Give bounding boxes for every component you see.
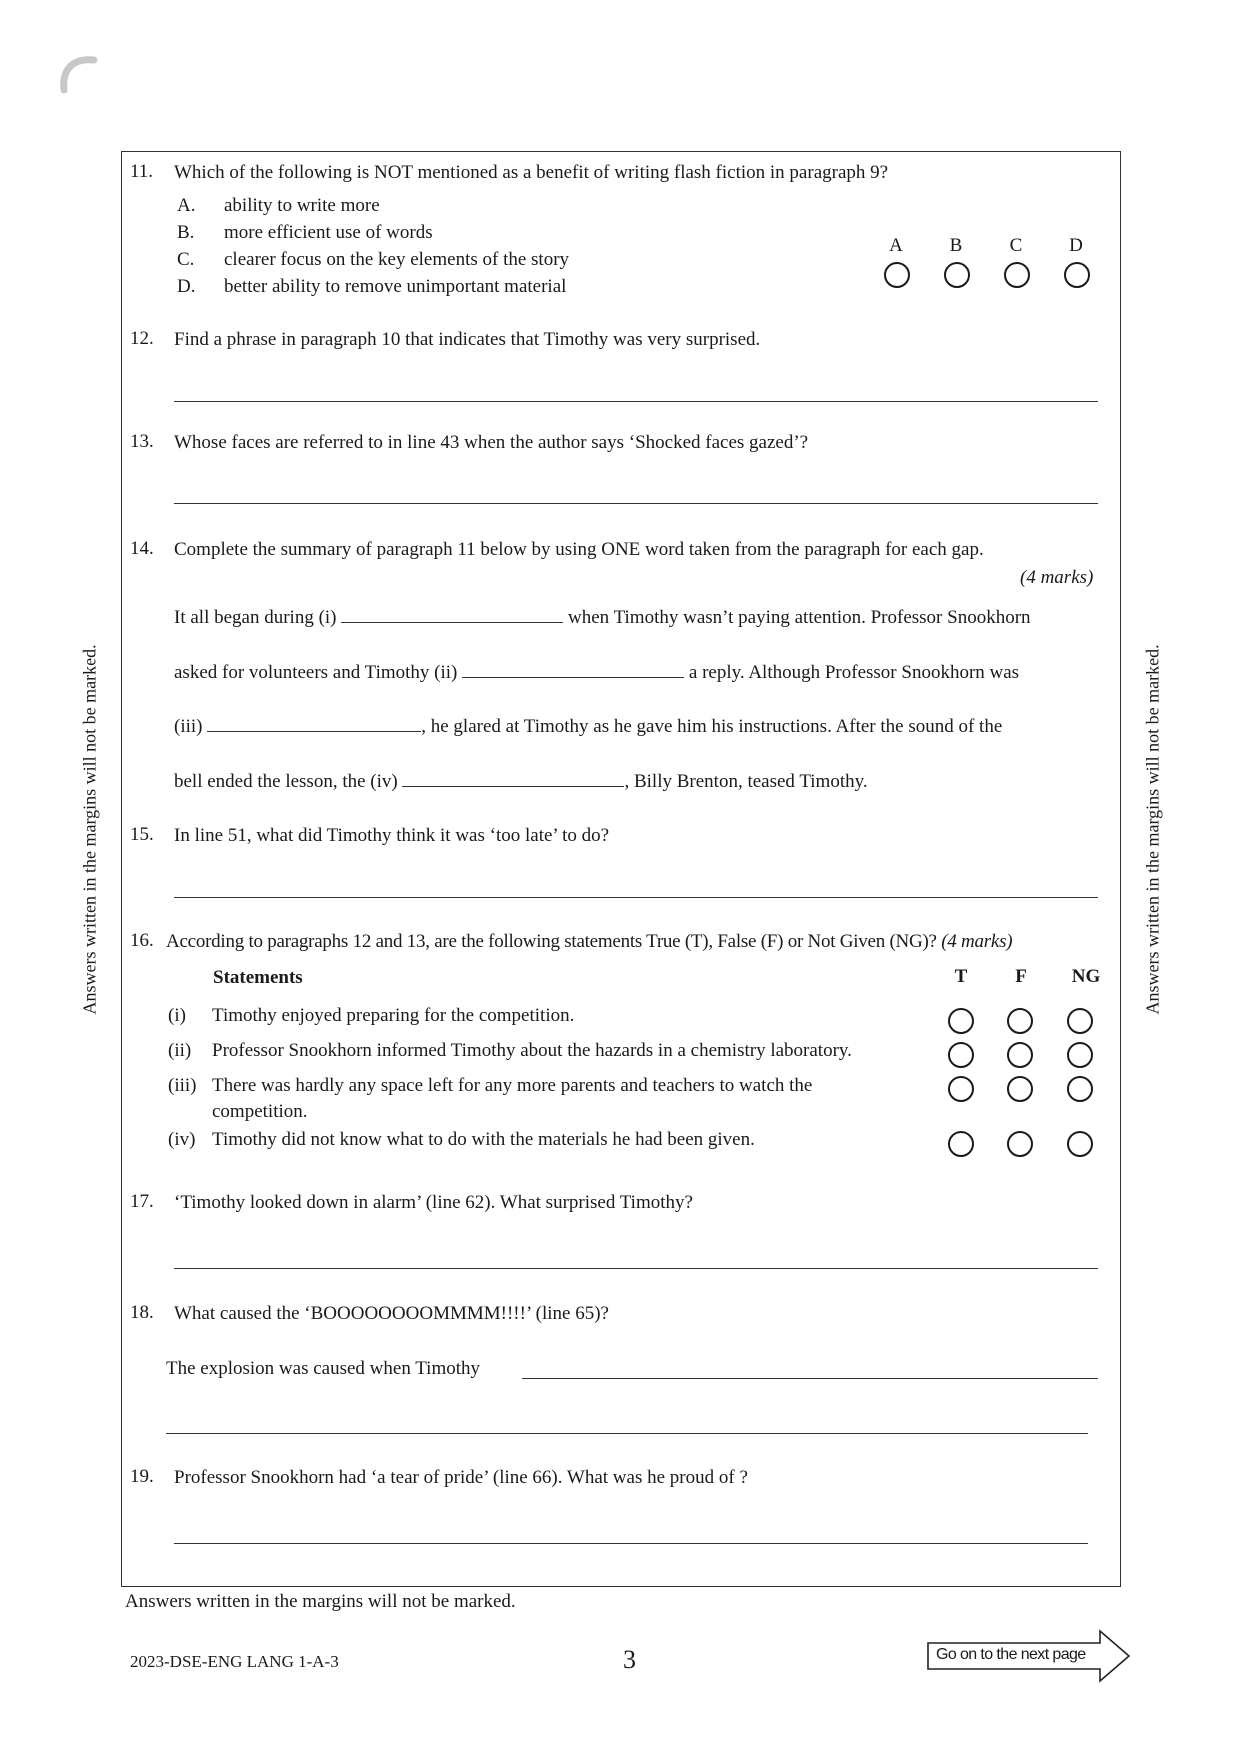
q14-gap-ii[interactable] xyxy=(462,659,684,678)
q11-answer-bubble-d[interactable] xyxy=(1064,262,1090,288)
scan-corner-mark xyxy=(56,50,100,94)
q14-summary-line-1 xyxy=(174,604,1031,630)
q11-option-letter: A. xyxy=(177,195,196,216)
bottom-margin-note: Answers written in the margins will not be marked. xyxy=(125,1591,516,1612)
q16-statement-text: competition. xyxy=(212,1101,308,1122)
q11-answer-bubble-a[interactable] xyxy=(884,262,910,288)
footer-exam-code: 2023-DSE-ENG LANG 1-A-3 xyxy=(130,1652,339,1671)
q14-marks: (4 marks) xyxy=(1020,567,1094,588)
q14-summary-line-3 xyxy=(174,713,1002,739)
q11-option-letter: C. xyxy=(177,249,195,270)
q16-statement-text: Timothy did not know what to do with the materials he had been given. xyxy=(212,1129,755,1150)
q19-answer-line[interactable] xyxy=(174,1543,1088,1544)
q18-answer-line-2[interactable] xyxy=(166,1433,1088,1434)
q16-iii-bubble-ng[interactable] xyxy=(1067,1076,1093,1102)
q19-question: Professor Snookhorn had ‘a tear of pride’ (line 66). What was he proud of ? xyxy=(174,1467,748,1488)
q11-question: Which of the following is NOT mentioned as a benefit of writing flash fiction in paragraph 9? xyxy=(174,162,889,183)
q14-text: when Timothy wasn’t paying attention. Professor Snookhorn xyxy=(568,607,1031,628)
q11-option-text: better ability to remove unimportant material xyxy=(224,276,567,297)
q17-number: 17. xyxy=(130,1191,154,1212)
q16-question-text: According to paragraphs 12 and 13, are the following statements True (T), False (F) or Not Given (NG)? xyxy=(166,931,937,952)
q16-statement-text: Timothy enjoyed preparing for the competition. xyxy=(212,1005,575,1026)
q11-answer-bubble-c[interactable] xyxy=(1004,262,1030,288)
q14-summary-line-4 xyxy=(174,768,868,794)
q11-option-text: ability to write more xyxy=(224,195,380,216)
q16-statement-text: Professor Snookhorn informed Timothy about the hazards in a chemistry laboratory. xyxy=(212,1040,852,1061)
left-margin-note: Answers written in the margins will not be marked. xyxy=(79,644,100,1015)
q14-gap-iii[interactable] xyxy=(207,713,421,732)
q16-ii-bubble-ng[interactable] xyxy=(1067,1042,1093,1068)
q16-iv-bubble-ng[interactable] xyxy=(1067,1131,1093,1157)
q13-question: Whose faces are referred to in line 43 when the author says ‘Shocked faces gazed’? xyxy=(174,432,809,453)
q16-statement-label: (iii) xyxy=(168,1075,197,1096)
page-number: 3 xyxy=(623,1645,636,1674)
q16-ii-bubble-f[interactable] xyxy=(1007,1042,1033,1068)
q16-statement-label: (i) xyxy=(168,1005,186,1026)
q16-statement-text: There was hardly any space left for any more parents and teachers to watch the xyxy=(212,1075,813,1096)
q16-marks: (4 marks) xyxy=(941,931,1013,952)
q19-number: 19. xyxy=(130,1466,154,1487)
next-page-label: Go on to the next page xyxy=(936,1646,1086,1663)
q11-answer-bubble-b[interactable] xyxy=(944,262,970,288)
q14-question: Complete the summary of paragraph 11 below by using ONE word taken from the paragraph for each gap. xyxy=(174,539,984,560)
q11-bubble-label-c: C xyxy=(1009,235,1023,256)
q16-i-bubble-t[interactable] xyxy=(948,1008,974,1034)
q16-iii-bubble-t[interactable] xyxy=(948,1076,974,1102)
q11-option-text: more efficient use of words xyxy=(224,222,433,243)
q11-number: 11. xyxy=(130,161,154,182)
q14-text: , Billy Brenton, teased Timothy. xyxy=(624,771,868,792)
q16-iv-bubble-f[interactable] xyxy=(1007,1131,1033,1157)
q16-col-ng: NG xyxy=(1071,966,1101,987)
q11-bubble-label-a: A xyxy=(889,235,903,256)
q16-iv-bubble-t[interactable] xyxy=(948,1131,974,1157)
q12-answer-line[interactable] xyxy=(174,401,1098,402)
q16-i-bubble-f[interactable] xyxy=(1007,1008,1033,1034)
q16-statement-label: (iv) xyxy=(168,1129,196,1150)
q11-option-text: clearer focus on the key elements of the story xyxy=(224,249,570,270)
q18-prompt: The explosion was caused when Timothy xyxy=(166,1358,481,1379)
q16-col-t: T xyxy=(954,966,968,987)
q11-option-letter: B. xyxy=(177,222,195,243)
q17-question: ‘Timothy looked down in alarm’ (line 62). What surprised Timothy? xyxy=(174,1192,693,1213)
q14-text: (iii) xyxy=(174,716,203,737)
q15-question: In line 51, what did Timothy think it was ‘too late’ to do? xyxy=(174,825,610,846)
q16-i-bubble-ng[interactable] xyxy=(1067,1008,1093,1034)
q16-ii-bubble-t[interactable] xyxy=(948,1042,974,1068)
next-page-button[interactable] xyxy=(926,1628,1132,1684)
q16-iii-bubble-f[interactable] xyxy=(1007,1076,1033,1102)
q14-number: 14. xyxy=(130,538,154,559)
q16-question xyxy=(166,930,1012,954)
right-margin-note: Answers written in the margins will not be marked. xyxy=(1142,644,1163,1015)
q16-statement-label: (ii) xyxy=(168,1040,192,1061)
q13-number: 13. xyxy=(130,431,154,452)
q15-answer-line[interactable] xyxy=(174,897,1098,898)
q14-gap-iv[interactable] xyxy=(402,768,624,787)
q14-text: bell ended the lesson, the (iv) xyxy=(174,771,398,792)
q17-answer-line[interactable] xyxy=(174,1268,1098,1269)
q18-number: 18. xyxy=(130,1302,154,1323)
q12-number: 12. xyxy=(130,328,154,349)
q14-gap-i[interactable] xyxy=(341,604,563,623)
q18-question: What caused the ‘BOOOOOOOOMMMM!!!!’ (line 65)? xyxy=(174,1303,609,1324)
q12-question: Find a phrase in paragraph 10 that indicates that Timothy was very surprised. xyxy=(174,329,761,350)
q16-number: 16. xyxy=(130,930,154,951)
q14-summary-line-2 xyxy=(174,659,1019,685)
q14-text: , he glared at Timothy as he gave him his instructions. After the sound of the xyxy=(421,716,1003,737)
q18-answer-line[interactable] xyxy=(522,1378,1098,1379)
q11-bubble-label-b: B xyxy=(949,235,963,256)
q16-statements-header: Statements xyxy=(213,967,303,988)
q14-text: a reply. Although Professor Snookhorn was xyxy=(688,662,1020,683)
q11-bubble-label-d: D xyxy=(1069,235,1083,256)
q16-col-f: F xyxy=(1015,966,1027,987)
q13-answer-line[interactable] xyxy=(174,503,1098,504)
q14-text: It all began during (i) xyxy=(174,607,337,628)
q11-option-letter: D. xyxy=(177,276,196,297)
q14-text: asked for volunteers and Timothy (ii) xyxy=(174,662,458,683)
q15-number: 15. xyxy=(130,824,154,845)
